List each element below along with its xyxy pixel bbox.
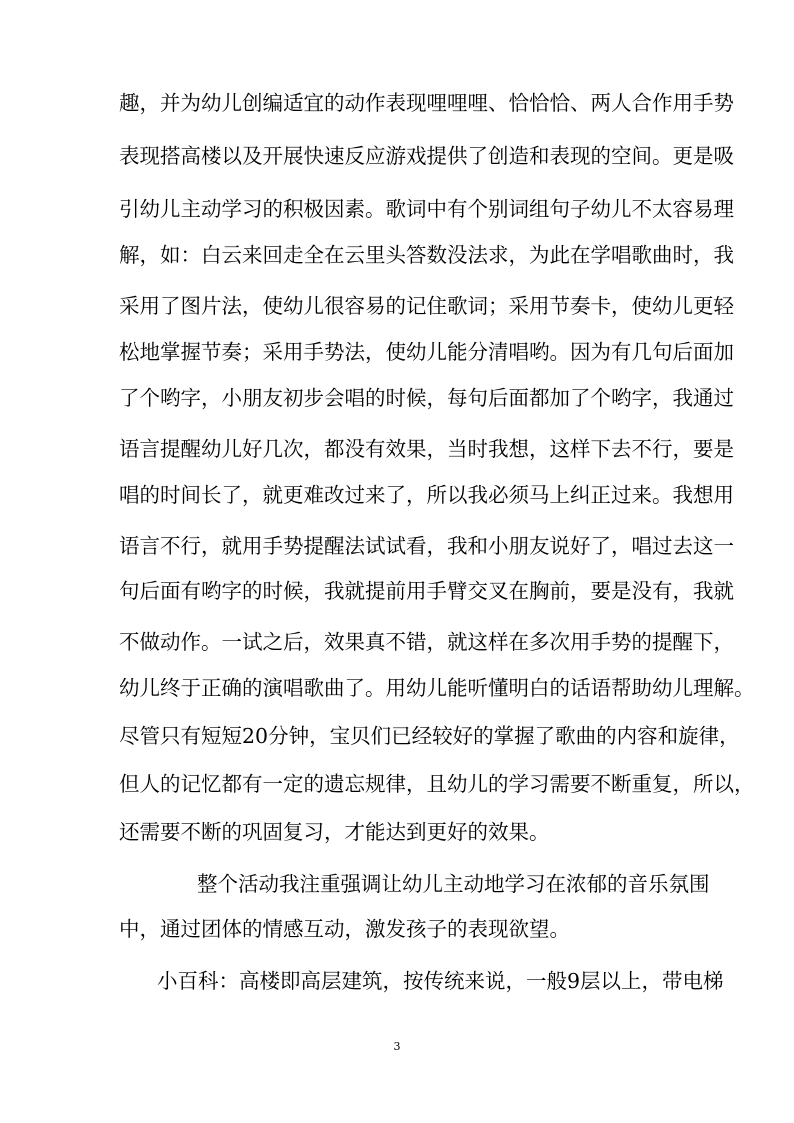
text-line: 了个哟字，小朋友初步会唱的时候，每句后面都加了个哟字，我通过 [119, 386, 734, 410]
text-line: 小百科：高楼即高层建筑，按传统来说，一般9层以上，带电梯 [157, 969, 724, 993]
text-line: 不做动作。一试之后，效果真不错，就这样在多次用手势的提醒下， [119, 630, 734, 654]
text-line: 但人的记忆都有一定的遗忘规律，且幼儿的学习需要不断重复，所以， [119, 772, 755, 796]
text-line: 还需要不断的巩固复习，才能达到更好的效果。 [119, 820, 550, 844]
text-line: 中，通过团体的情感互动，激发孩子的表现欲望。 [119, 917, 570, 941]
text-line: 采用了图片法，使幼儿很容易的记住歌词；采用节奏卡，使幼儿更轻 [119, 294, 734, 318]
text-line: 幼儿终于正确的演唱歌曲了。用幼儿能听懂明白的话语帮助幼儿理解。 [119, 676, 755, 700]
text-line: 引幼儿主动学习的积极因素。歌词中有个别词组句子幼儿不太容易理 [119, 197, 734, 221]
text-line: 唱的时间长了，就更难改过来了，所以我必须马上纠正过来。我想用 [119, 483, 734, 507]
text-line: 尽管只有短短20分钟，宝贝们已经较好的掌握了歌曲的内容和旋律， [119, 724, 740, 748]
text-line: 整个活动我注重强调让幼儿主动地学习在浓郁的音乐氛围 [197, 872, 710, 896]
text-line: 趣，并为幼儿创编适宜的动作表现哩哩哩、恰恰恰、两人合作用手势 [119, 91, 734, 115]
text-line: 语言提醒幼儿好几次，都没有效果，当时我想，这样下去不行，要是 [119, 437, 734, 461]
page-number: 3 [393, 1040, 401, 1053]
text-line: 解，如：白云来回走全在云里头答数没法求，为此在学唱歌曲时，我 [119, 243, 734, 267]
text-line: 表现搭高楼以及开展快速反应游戏提供了创造和表现的空间。更是吸 [119, 144, 734, 168]
text-line: 松地掌握节奏；采用手势法，使幼儿能分清唱哟。因为有几句后面加 [119, 340, 734, 364]
text-line: 语言不行，就用手势提醒法试试看，我和小朋友说好了，唱过去这一 [119, 534, 734, 558]
text-line: 句后面有哟字的时候，我就提前用手臂交叉在胸前，要是没有，我就 [119, 579, 734, 603]
